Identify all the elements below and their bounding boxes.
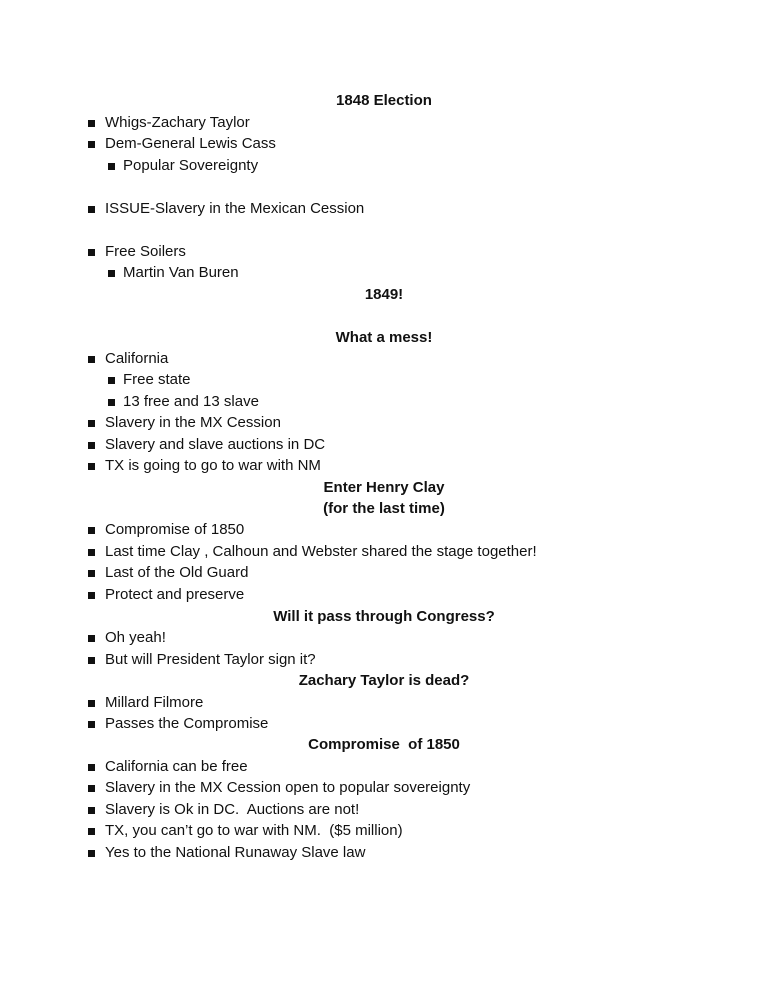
square-bullet-icon	[88, 700, 95, 707]
square-bullet-icon	[88, 828, 95, 835]
square-bullet-icon	[88, 785, 95, 792]
bullet-item	[88, 243, 186, 261]
bullet-text: Martin Van Buren	[123, 264, 239, 281]
bullet-text: Oh yeah!	[105, 629, 166, 646]
bullet-text: Compromise of 1850	[105, 521, 245, 538]
bullet-text: Popular Sovereignty	[123, 157, 259, 174]
sub-bullet-item	[108, 393, 259, 411]
square-bullet-icon	[108, 163, 115, 170]
section-heading: Will it pass through Congress?	[273, 608, 495, 625]
bullet-item	[88, 758, 248, 776]
bullet-item	[88, 801, 359, 819]
bullet-text: Slavery and slave auctions in DC	[105, 436, 326, 453]
sub-bullet-item	[108, 157, 258, 175]
section-heading: 1848 Election	[336, 92, 432, 109]
bullet-text: Protect and preserve	[105, 586, 245, 603]
sub-bullet-item	[108, 264, 239, 282]
square-bullet-icon	[88, 420, 95, 427]
square-bullet-icon	[88, 120, 95, 127]
bullet-item	[88, 114, 250, 132]
section-heading: Compromise of 1850	[308, 736, 460, 753]
bullet-text: Slavery is Ok in DC. Auctions are not!	[105, 801, 360, 818]
bullet-text: California can be free	[105, 758, 248, 775]
bullet-item	[88, 200, 364, 218]
bullet-text: Slavery in the MX Cession	[105, 414, 281, 431]
bullet-text: Last time Clay , Calhoun and Webster shared the stage together!	[105, 543, 537, 560]
square-bullet-icon	[88, 635, 95, 642]
bullet-item	[88, 350, 168, 368]
bullet-item	[88, 651, 316, 669]
bullet-text: Dem-General Lewis Cass	[105, 135, 276, 152]
bullet-text: But will President Taylor sign it?	[105, 651, 316, 668]
square-bullet-icon	[88, 570, 95, 577]
bullet-item	[88, 414, 281, 432]
bullet-text: 13 free and 13 slave	[123, 393, 259, 410]
section-heading: 1849!	[364, 286, 404, 303]
bullet-text: Yes to the National Runaway Slave law	[105, 844, 366, 861]
bullet-item	[88, 694, 203, 712]
bullet-item	[88, 715, 268, 733]
bullet-item	[88, 521, 244, 539]
bullet-item	[88, 586, 244, 604]
square-bullet-icon	[88, 807, 95, 814]
bullet-text: TX is going to go to war with NM	[105, 457, 321, 474]
square-bullet-icon	[88, 592, 95, 599]
square-bullet-icon	[88, 356, 95, 363]
square-bullet-icon	[88, 764, 95, 771]
bullet-item	[88, 135, 276, 153]
square-bullet-icon	[108, 270, 115, 277]
square-bullet-icon	[88, 549, 95, 556]
square-bullet-icon	[88, 249, 95, 256]
square-bullet-icon	[88, 141, 95, 148]
square-bullet-icon	[108, 399, 115, 406]
bullet-text: Slavery in the MX Cession open to popular sovereignty	[105, 779, 471, 796]
section-heading: (for the last time)	[323, 500, 445, 517]
bullet-text: California	[105, 350, 169, 367]
section-heading: Zachary Taylor is dead?	[298, 672, 470, 689]
square-bullet-icon	[88, 527, 95, 534]
square-bullet-icon	[88, 206, 95, 213]
bullet-text: Free state	[123, 371, 191, 388]
square-bullet-icon	[88, 463, 95, 470]
bullet-item	[88, 779, 470, 797]
bullet-text: Passes the Compromise	[105, 715, 269, 732]
section-heading: What a mess!	[335, 329, 433, 346]
bullet-item	[88, 564, 248, 582]
square-bullet-icon	[108, 377, 115, 384]
bullet-item	[88, 822, 403, 840]
bullet-item	[88, 629, 166, 647]
bullet-item	[88, 436, 325, 454]
section-heading: Enter Henry Clay	[323, 479, 445, 496]
square-bullet-icon	[88, 657, 95, 664]
bullet-text: Free Soilers	[105, 243, 186, 260]
bullet-text: TX, you can’t go to war with NM. ($5 million)	[105, 822, 403, 839]
sub-bullet-item	[108, 371, 191, 389]
square-bullet-icon	[88, 442, 95, 449]
square-bullet-icon	[88, 850, 95, 857]
bullet-text: Millard Filmore	[105, 694, 204, 711]
bullet-item	[88, 543, 537, 561]
bullet-text: Last of the Old Guard	[105, 564, 249, 581]
bullet-item	[88, 844, 365, 862]
bullet-text: Whigs-Zachary Taylor	[105, 114, 250, 131]
bullet-text: ISSUE-Slavery in the Mexican Cession	[105, 200, 365, 217]
bullet-item	[88, 457, 321, 475]
square-bullet-icon	[88, 721, 95, 728]
